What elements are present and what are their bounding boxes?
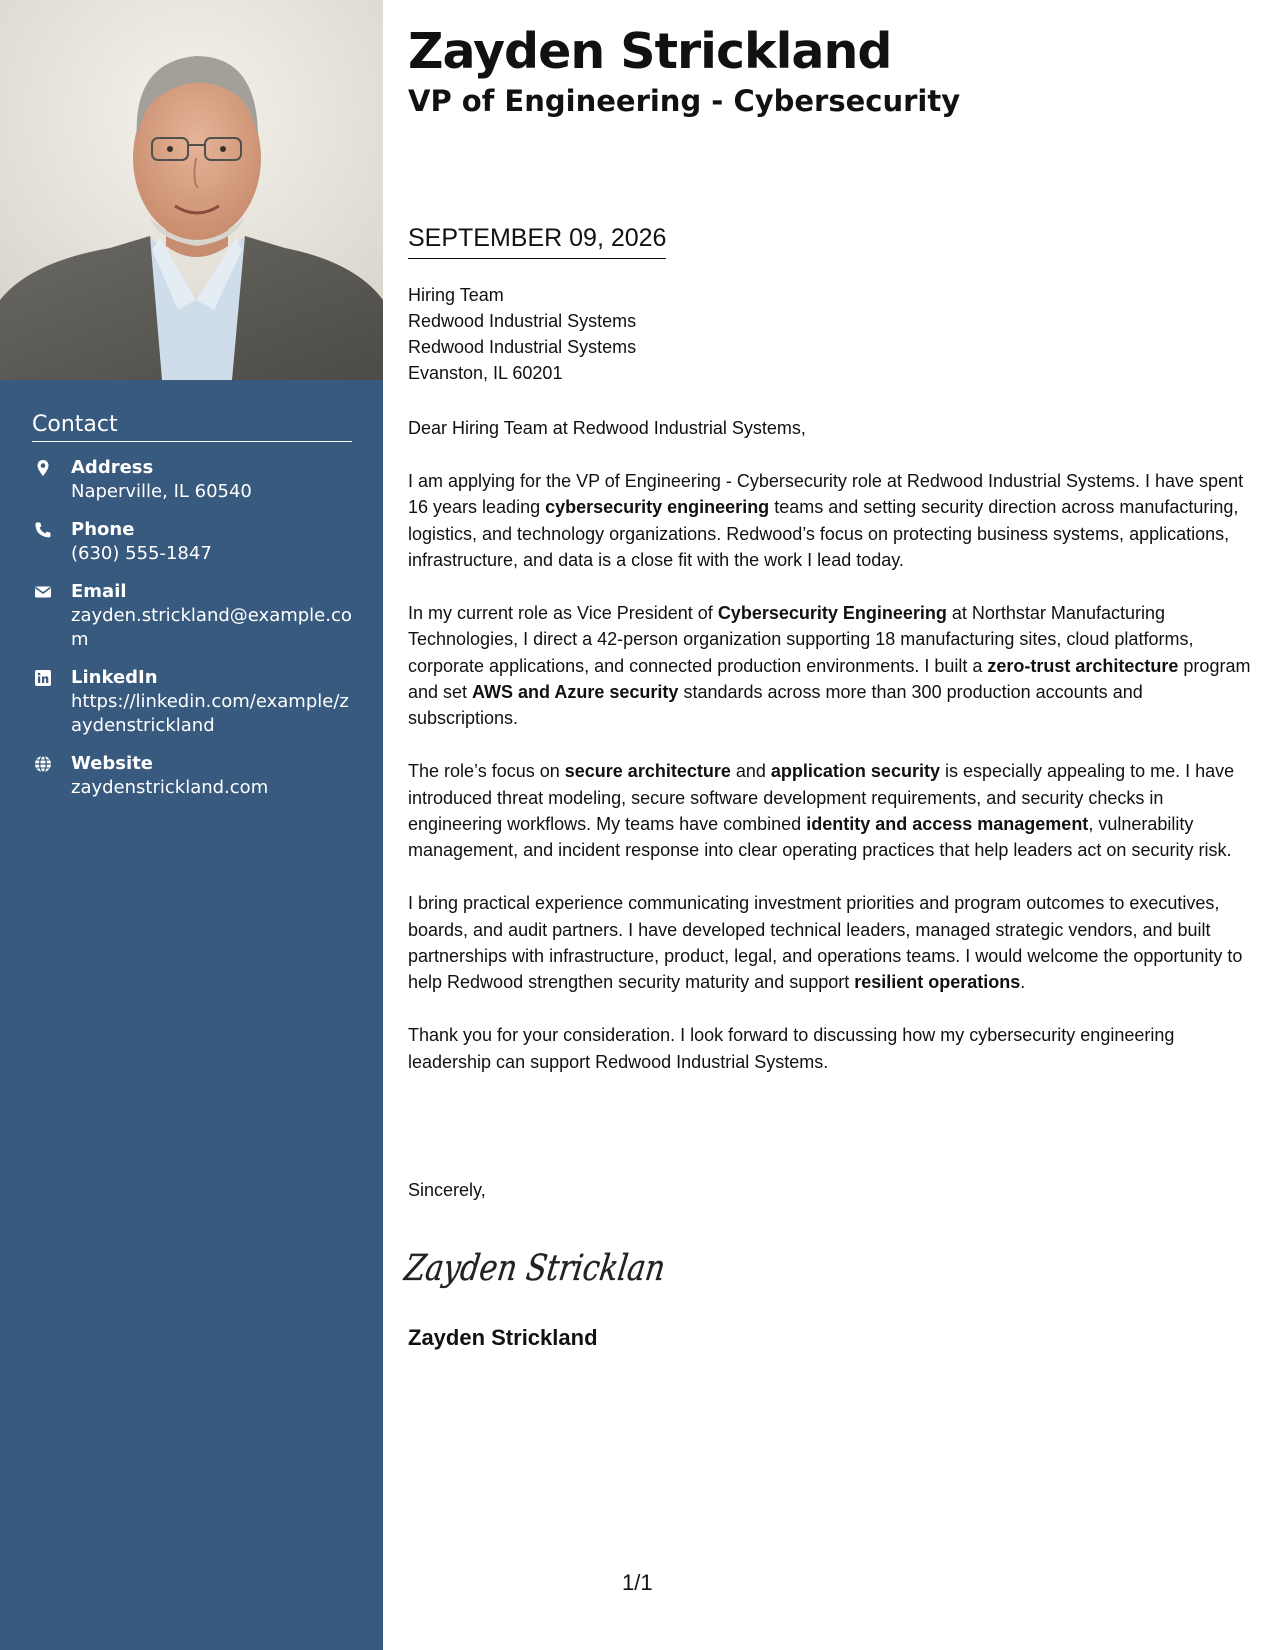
address-value: Naperville, IL 60540 xyxy=(71,481,252,502)
emphasis-text: Cybersecurity Engineering xyxy=(717,602,947,623)
emphasis-text: application security xyxy=(770,761,940,782)
salutation: Dear Hiring Team at Redwood Industrial Systems, xyxy=(408,418,806,438)
body-text-run: In my current role as Vice President of xyxy=(408,602,718,623)
map-pin-icon xyxy=(34,459,52,477)
body-text-run: program and set xyxy=(408,655,1251,703)
emphasis-text: zero-trust architecture xyxy=(987,655,1179,676)
linkedin-icon xyxy=(34,669,52,687)
emphasis-text: resilient operations xyxy=(854,972,1021,993)
recipient-line: Redwood Industrial Systems xyxy=(408,311,637,331)
portrait-image xyxy=(0,0,383,380)
contact-item-address xyxy=(32,456,352,504)
letter-date: SEPTEMBER 09, 2026 xyxy=(408,222,666,259)
emphasis-text: secure architecture xyxy=(564,761,731,782)
body-text-run: and xyxy=(730,761,771,782)
body-text-run: The role’s focus on xyxy=(408,761,565,782)
sidebar xyxy=(0,0,383,1650)
globe-icon xyxy=(34,755,52,773)
signer-name: Zayden Strickland xyxy=(408,1325,598,1350)
phone-label: Phone xyxy=(71,519,135,540)
body-paragraph xyxy=(408,600,1253,732)
emphasis-text: AWS and Azure security xyxy=(472,682,679,703)
recipient-line: Evanston, IL 60201 xyxy=(408,363,563,383)
recipient-line: Hiring Team xyxy=(408,285,504,305)
contact-item-linkedin xyxy=(32,666,352,738)
linkedin-label: LinkedIn xyxy=(71,667,158,688)
emphasis-text: cybersecurity engineering xyxy=(545,497,770,518)
website-label: Website xyxy=(71,753,154,774)
phone-value: (630) 555-1847 xyxy=(71,543,212,564)
body-paragraph xyxy=(408,758,1253,864)
body-text-run: is especially appealing to me. I have introduced threat modeling, secure software development requirements, and security checks in engineering workflows. My teams have combined xyxy=(408,761,1235,835)
contact-item-phone xyxy=(32,518,352,566)
envelope-icon xyxy=(34,583,52,601)
body-text-run: I am applying for the VP of Engineering - Cybersecurity role at Redwood Industrial Systems. I have spent 16 years leading xyxy=(408,470,1244,518)
svg-text:Zayden Stricklan: Zayden Stricklan xyxy=(401,1246,720,1289)
body-text-run: . xyxy=(1020,972,1026,993)
address-label: Address xyxy=(71,457,154,478)
body-text-run: at Northstar Manufacturing Technologies, I direct a 42-person organization supporting 18 manufacturing sites, cloud platforms, corporate applications, and connected production environments. I built a xyxy=(408,602,1194,676)
body-paragraph xyxy=(408,890,1253,996)
recipient-line: Redwood Industrial Systems xyxy=(408,337,637,357)
body-paragraph xyxy=(408,1022,1253,1075)
contact-item-email xyxy=(32,580,352,652)
emphasis-text: identity and access management xyxy=(806,814,1089,835)
closing: Sincerely, xyxy=(408,1180,486,1200)
signature-image xyxy=(401,1232,720,1302)
applicant-name: Zayden Strickland xyxy=(408,23,892,80)
body-text-run: Thank you for your consideration. I look forward to discussing how my cybersecurity engineering leadership can support Redwood Industrial Systems. xyxy=(408,1025,1175,1072)
contact-item-website xyxy=(32,752,352,800)
email-label: Email xyxy=(71,581,127,602)
profile-photo xyxy=(0,0,383,380)
contact-heading: Contact xyxy=(32,412,352,442)
job-title: VP of Engineering - Cybersecurity xyxy=(408,84,961,118)
body-paragraph xyxy=(408,468,1253,574)
linkedin-value[interactable]: https://linkedin.com/example/zaydenstrickland xyxy=(71,691,349,736)
body-text-run: standards across more than 300 production accounts and subscriptions. xyxy=(408,682,1143,729)
body-text-run: I bring practical experience communicating investment priorities and program outcomes to executives, boards, and audit partners. I have developed technical leaders, managed strategic vendors, and built partnerships with infrastructure, product, legal, and operations teams. I would welcome the opportunity to help Redwood strengthen security maturity and support xyxy=(408,893,1243,993)
contact-section xyxy=(32,412,352,800)
letter-body xyxy=(408,415,1253,1101)
body-text-run: teams and setting security direction across manufacturing, logistics, and technology organizations. Redwood’s focus on protecting business systems, applications, infrastructure, and data is a close fit with the work I lead today. xyxy=(408,497,1239,571)
body-text-run: , vulnerability management, and incident response into clear operating practices that help leaders act on security risk. xyxy=(408,814,1232,861)
page-number: 1/1 xyxy=(622,1570,653,1595)
phone-icon xyxy=(34,521,52,539)
recipient-block xyxy=(408,282,636,386)
email-value: zayden.strickland@example.com xyxy=(71,605,352,650)
website-value[interactable]: zaydenstrickland.com xyxy=(71,777,269,798)
